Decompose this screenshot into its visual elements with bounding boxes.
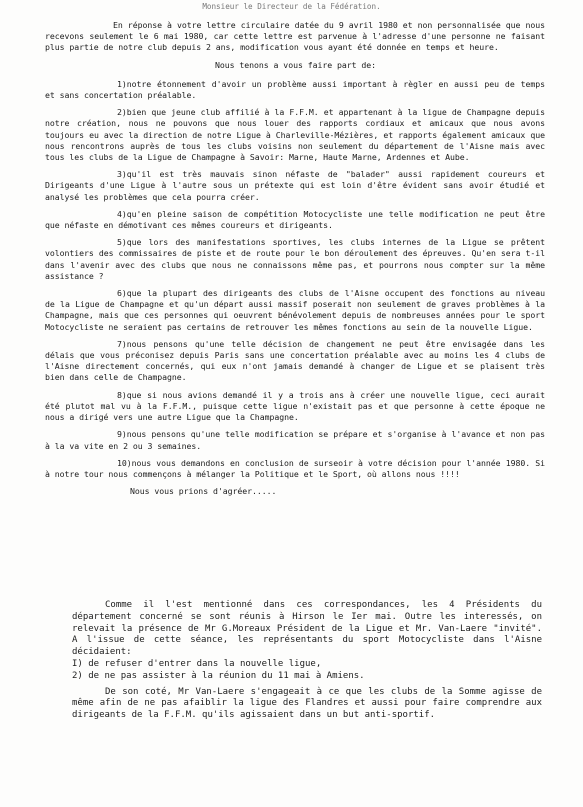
annex-item-2: 2) de ne pas assister à la réunion du 11 mai à Amiens. [72, 670, 365, 681]
annex-paragraph-2: De son coté, Mr Van-Laere s'engageait à ce que les clubs de la Somme agisse de même afin de ne pas afaiblir la ligue des Flandres et aussi pour faire comprendre aux dirigeants de la F.F.M. qu'ils agissaient dans un but anti-sportif. [72, 686, 542, 721]
letter-point-10: 10)nous vous demandons en conclusion de surseoir à votre décision pour l'année 1980. Si à notre tour nous commençons à mélanger la Politique et le Sport, où allons nous !!!! [45, 457, 545, 479]
letter-point-6: 6)que la plupart des dirigeants des clubs de l'Aisne occupent des fonctions au niveau de la Ligue de Champagne et qu'un départ aussi massif poserait non seulement de graves problèmes à la Champagne, mais que ces personnes qui oeuvrent bénévolement depuis de nombreuses années pour le sport Motocycliste ne seraient pas certains de retrouver les mêmes fonctions au sein de la nouvelle Ligue. [45, 288, 545, 332]
letter-point-2: 2)bien que jeune club affilié à la F.F.M. et appartenant à la ligue de Champagne depuis notre création, nous ne pouvons que nous louer des rapports cordiaux et amicaux que nous avons toujours eu avec la direction de notre Ligue à Charleville-Mézières, et rapports également amicaux que nous rencontrons auprès de tous les clubs voisins non seulement du département de l'Aisne mais avec tous les clubs de la Ligue de Champagne à Savoir: Marne, Haute Marne, Ardennes et Aube. [45, 107, 545, 163]
letter-header: Monsieur le Directeur de la Fédération. [202, 2, 381, 11]
letter-point-9: 9)nous pensons qu'une telle modification se prépare et s'organise à l'avance et non pas à la va vite en 2 ou 3 semaines. [45, 429, 545, 451]
letter-point-7: 7)nous pensons qu'une telle décision de changement ne peut être envisagée dans les délais que vous préconisez depuis Paris sans une concertation préalable avec au moins les 4 clubs de l'Aisne directement concernés, qui eux n'ont jamais demandé à changer de Ligue et se plaisent très bien dans celle de Champagne. [45, 338, 545, 383]
letter-point-8: 8)que si nous avions demandé il y a trois ans à créer une nouvelle ligue, ceci aurait été plutot mal vu à la F.F.M., puisque cette ligue n'existait pas et que personne à cette époque ne nous a dirigé vers une autre Ligue que la Champagne. [45, 389, 545, 423]
annex-paragraph-1: Comme il l'est mentionné dans ces correspondances, les 4 Présidents du département concerné se sont réunis à Hirson le Ier mai. Outre les interessés, on relevait la présence de Mr G.Moreaux Président de la Ligue et Mr. Van-Laere "invité". A l'issue de cette séance, les représentants du sport Motocycliste dans l'Aisne décidaient: [72, 600, 542, 658]
letter-point-4: 4)qu'en pleine saison de compétition Motocycliste une telle modification ne peut être que néfaste en démotivant ces mêmes coureurs et dirigeants. [45, 208, 545, 231]
annex-item-1: I) de refuser d'entrer dans la nouvelle ligue, [72, 658, 322, 669]
letter-body [45, 20, 545, 503]
letter-intro: En réponse à votre lettre circulaire datée du 9 avril 1980 et non personnalisée que nous recevons seulement le 6 mai 1980, car cette lettre est parvenue à l'adresse d'une personne ne faisant plus partie de notre club depuis 2 ans, modification vous ayant été donnée en temps et heure. [45, 20, 545, 53]
letter-point-3: 3)qu'il est très mauvais sinon néfaste de "balader" aussi rapidement coureurs et Dirigeants d'une Ligue à l'autre sous un prétexte qui est loin d'être évident sans avoir étudié et analysé les problèmes que cela pourra créer. [45, 169, 545, 202]
letter-closing: Nous vous prions d'agréer..... [130, 486, 277, 497]
letter-lead: Nous tenons a vous faire part de: [215, 59, 377, 70]
letter-point-5: 5)que lors des manifestations sportives, les clubs internes de la Ligue se prêtent volontiers des commissaires de piste et de route pour le bon déroulement des épreuves. Qu'en sera t-il dans l'avenir avec des clubs que nous ne connaissons même pas, et pourrons nous compter sur la même assistance ? [45, 237, 545, 281]
annex-section [72, 600, 542, 722]
letter-point-1: 1)notre étonnement d'avoir un problème aussi important à règler en aussi peu de temps et sans concertation préalable. [45, 78, 545, 101]
